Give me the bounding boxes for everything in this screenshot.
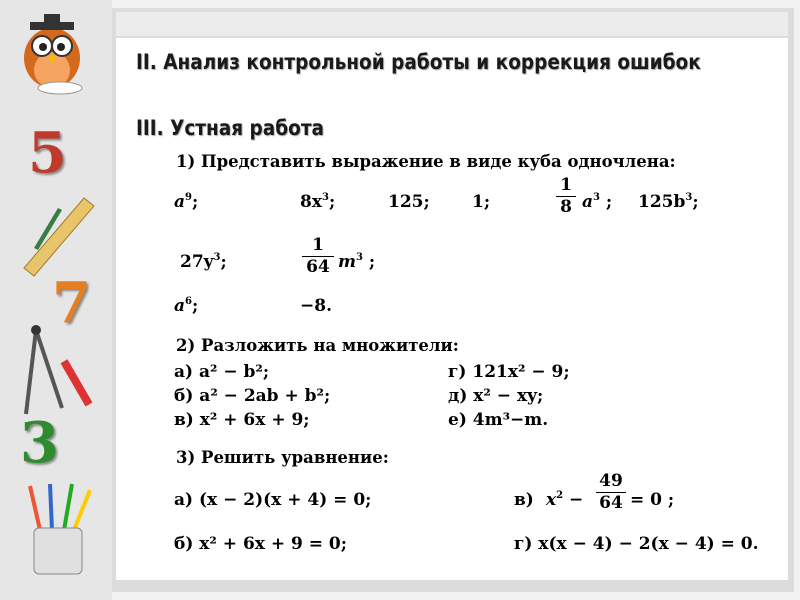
heading-section-3: III. Устная работа: [136, 116, 325, 140]
task1-fraction-1-8: 1 8: [556, 176, 576, 216]
task1-item-125: 125;: [388, 192, 430, 212]
task1-item-1: 1;: [472, 192, 491, 212]
task3-item-v-lhs: $x^2$ −: [546, 490, 584, 510]
task3-fraction-49-64: 49 64: [596, 472, 626, 512]
ruler-pencil-icon: [14, 188, 98, 278]
compass-icon: [16, 322, 102, 422]
task1-item-a3: $a^3$ ;: [582, 192, 613, 212]
task3-item-a: а) (x − 2)(x + 4) = 0;: [174, 490, 372, 510]
task2-item-b: б) a² − 2ab + b²;: [174, 386, 331, 406]
task3-item-g: г) x(x − 4) − 2(x − 4) = 0.: [514, 534, 759, 554]
task1-item-27y3: $27y^3$;: [180, 252, 227, 272]
digit-five: 5: [28, 120, 67, 186]
digit-three: 3: [20, 410, 59, 476]
heading-section-2: II. Анализ контрольной работы и коррекция ошибок: [136, 50, 701, 74]
task3-item-b: б) x² + 6x + 9 = 0;: [174, 534, 348, 554]
task1-item-neg8: −8.: [300, 296, 332, 316]
task3-item-v-prefix: в): [514, 490, 534, 510]
task1-item-a6: $a^6$;: [174, 296, 199, 316]
decorative-sidebar: [0, 0, 112, 600]
task3-item-v-rhs: = 0 ;: [630, 490, 675, 510]
task1-item-m3: $m^3$ ;: [338, 252, 376, 272]
task2-item-e: е) 4m³−m.: [448, 410, 549, 430]
digit-seven: 7: [52, 270, 91, 336]
task2-title: 2) Разложить на множители:: [176, 336, 459, 355]
task2-item-a: а) a² − b²;: [174, 362, 270, 382]
owl-icon: [24, 14, 82, 94]
task1-item-125b3: $125b^3$;: [638, 192, 699, 212]
task1-item-8x3: $8x^3$;: [300, 192, 336, 212]
task1-fraction-1-64: 1 64: [302, 236, 334, 276]
task2-item-g: г) 121x² − 9;: [448, 362, 570, 382]
task2-item-v: в) x² + 6x + 9;: [174, 410, 310, 430]
slide-top-band: [116, 12, 788, 36]
pencil-cup-icon: [20, 480, 104, 580]
task3-title: 3) Решить уравнение:: [176, 448, 389, 467]
task2-item-d: д) x² − xy;: [448, 386, 544, 406]
task1-title: 1) Представить выражение в виде куба одночлена:: [176, 152, 676, 171]
task1-item-a9: $a^9$;: [174, 192, 199, 212]
